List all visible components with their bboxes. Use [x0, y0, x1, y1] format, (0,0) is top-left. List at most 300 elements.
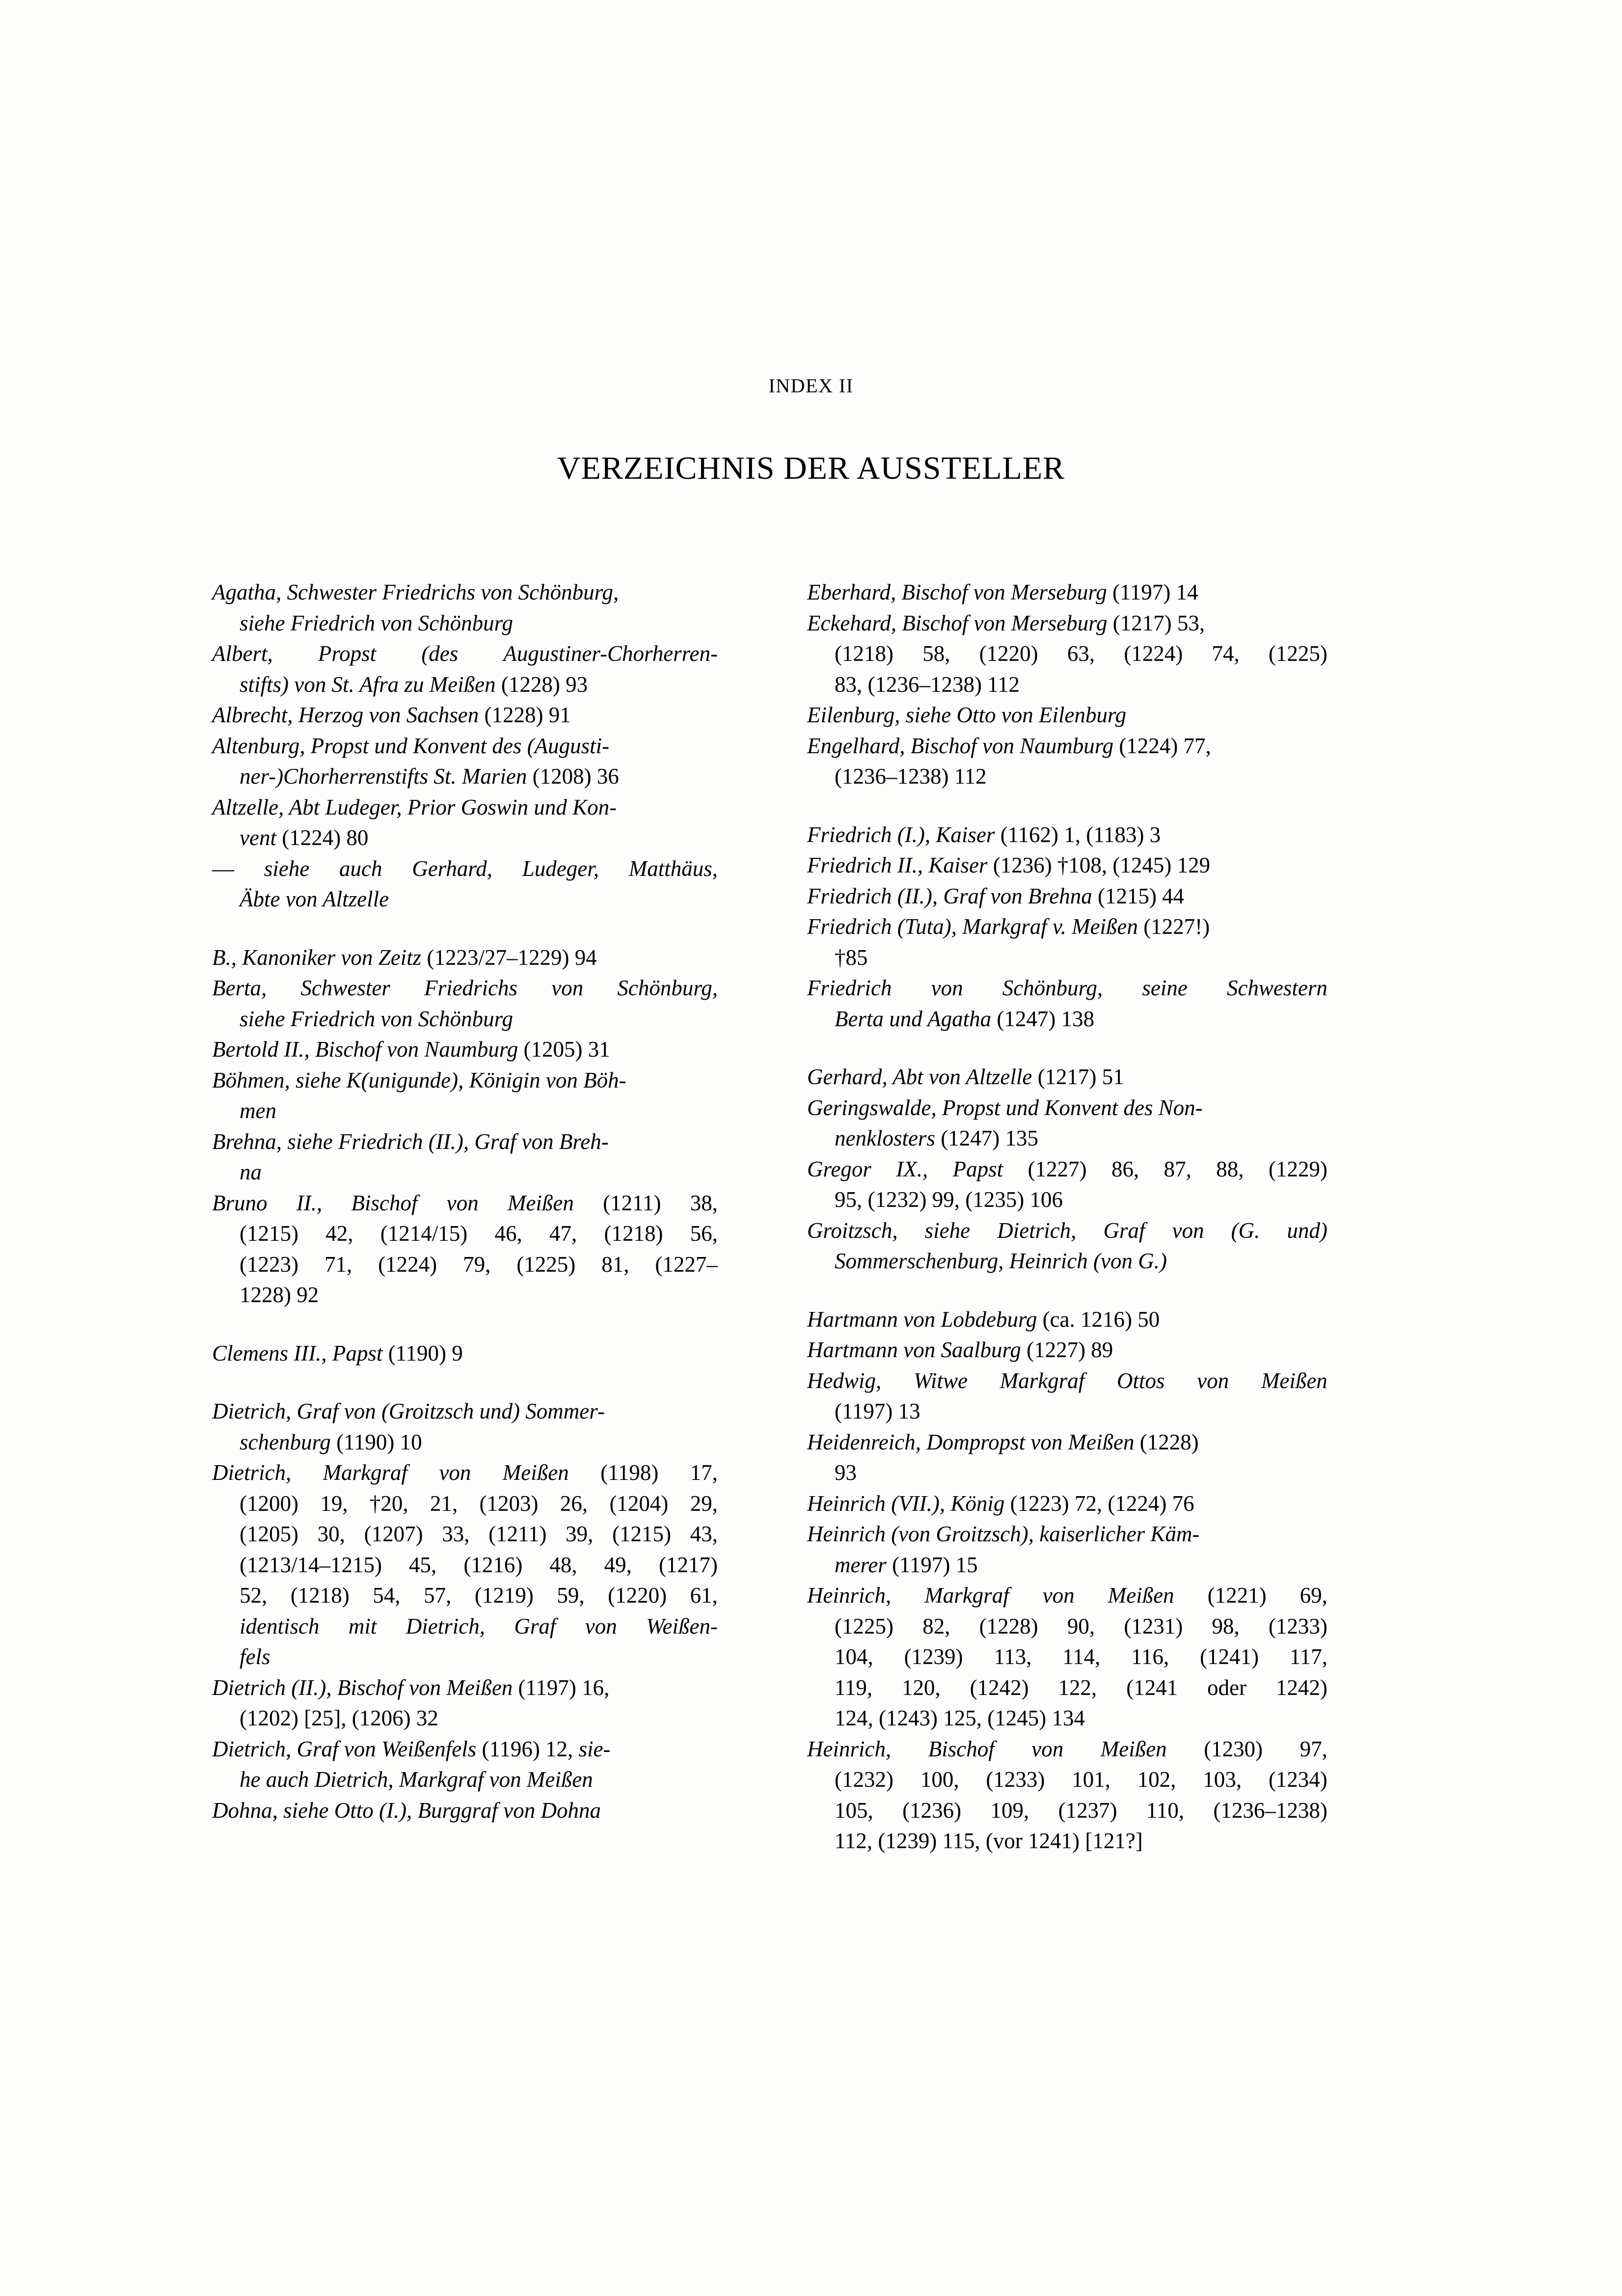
entry-line	[212, 822, 718, 853]
entry-citation: 56,	[690, 1221, 718, 1246]
entry-line	[212, 1004, 718, 1035]
entry-citation: (1229)	[1269, 1156, 1327, 1181]
running-head: INDEX II	[768, 375, 854, 397]
entry-citation: (1196) 12,	[482, 1736, 579, 1761]
entry-text: Matthäus,	[628, 856, 718, 881]
entry-text: Friedrich (Tuta), Markgraf v. Meißen	[807, 914, 1144, 939]
entry-citation: 93	[835, 1460, 857, 1485]
entry-text: Friedrich (I.), Kaiser	[807, 822, 1000, 847]
entry-citation: (1228) 91	[484, 703, 571, 727]
entry-citation: oder	[1207, 1675, 1247, 1700]
entry-citation: (1236–1238) 112	[835, 764, 987, 789]
entry-text: Friedrichs	[424, 976, 518, 1000]
entry-citation: (1162) 1, (1183) 3	[1000, 822, 1161, 847]
entry-line	[807, 1184, 1327, 1215]
entry-group-A	[212, 577, 718, 915]
entry-citation: 109,	[990, 1798, 1029, 1823]
index-entry	[212, 1734, 718, 1795]
entry-text: Dietrich,	[406, 1613, 485, 1639]
entry-text: Schönburg,	[617, 976, 718, 1000]
entry-text: identisch	[240, 1613, 320, 1639]
entry-text: Graf	[1103, 1218, 1145, 1243]
entry-text: Gerhard,	[412, 856, 492, 881]
entry-text: Propst	[318, 641, 377, 666]
entry-line	[807, 1734, 1327, 1765]
entry-citation: (1233)	[986, 1767, 1045, 1792]
entry-text: von	[446, 1190, 479, 1215]
entry-text: Bischof	[351, 1190, 418, 1215]
entry-text: Eilenburg, siehe Otto von Eilenburg	[807, 703, 1127, 727]
entry-citation: 86,	[1111, 1156, 1139, 1181]
entry-citation: †85	[835, 945, 868, 970]
entry-citation: (1213/14–1215)	[240, 1552, 382, 1577]
entry-text: Schwestern	[1227, 976, 1327, 1000]
entry-citation: (1205) 31	[523, 1037, 610, 1062]
entry-citation: 102,	[1137, 1767, 1176, 1792]
entry-line	[807, 1611, 1327, 1642]
entry-line	[807, 1580, 1327, 1611]
index-entry	[212, 1338, 718, 1369]
entry-line	[212, 884, 718, 915]
entry-text: Hedwig,	[807, 1368, 882, 1393]
entry-citation: (1205)	[240, 1522, 298, 1546]
entry-citation: 122,	[1058, 1675, 1097, 1700]
entry-citation: 19,	[320, 1491, 348, 1516]
entry-line	[807, 638, 1327, 669]
entry-citation: (1203)	[479, 1491, 539, 1516]
entry-text: he auch Dietrich, Markgraf von Meißen	[240, 1767, 593, 1792]
entry-text: seine	[1142, 976, 1188, 1000]
entry-line	[807, 1304, 1327, 1335]
entry-citation: (1202) [25], (1206) 32	[240, 1706, 438, 1730]
entry-text: Meißen	[1108, 1583, 1174, 1608]
entry-line	[807, 1550, 1327, 1581]
entry-line	[212, 700, 718, 731]
entry-text: Bischof	[928, 1736, 995, 1761]
entry-line	[212, 731, 718, 762]
entry-text: auch	[339, 856, 382, 881]
entry-citation: (1227–	[655, 1252, 718, 1277]
entry-citation: 114,	[1062, 1644, 1101, 1669]
entry-citation: 71,	[324, 1252, 352, 1277]
entry-text: siehe	[264, 856, 310, 881]
entry-line	[807, 1062, 1327, 1093]
entry-citation: (1227) 89	[1027, 1338, 1113, 1362]
entry-citation: 87,	[1163, 1156, 1191, 1181]
entry-citation: 58,	[922, 641, 950, 666]
entry-citation: 88,	[1216, 1156, 1244, 1181]
entry-text: schenburg	[240, 1429, 337, 1454]
entry-text: Bertold II., Bischof von Naumburg	[212, 1037, 524, 1062]
entry-text: Engelhard, Bischof von Naumburg	[807, 733, 1119, 758]
entry-line	[212, 1338, 718, 1369]
entry-line	[807, 761, 1327, 792]
entry-citation: (1225)	[516, 1252, 576, 1277]
entry-line	[807, 608, 1327, 639]
entry-text: Berta,	[212, 976, 267, 1000]
entry-citation: (1190) 9	[388, 1340, 463, 1366]
entry-text: (G.	[1231, 1218, 1260, 1243]
entry-text: Meißen	[507, 1190, 574, 1215]
entry-line	[807, 1215, 1327, 1246]
entry-citation: (1215)	[240, 1221, 298, 1246]
entry-text: Dietrich,	[997, 1218, 1077, 1243]
entry-citation: 82,	[922, 1613, 950, 1639]
entry-text: Gerhard, Abt von Altzelle	[807, 1065, 1038, 1089]
entry-line	[212, 1249, 718, 1280]
entry-line	[212, 1580, 718, 1611]
entry-line	[807, 850, 1327, 881]
entry-citation: (1197) 14	[1112, 580, 1198, 604]
entry-line	[212, 638, 718, 669]
entry-citation: 100,	[920, 1767, 959, 1792]
entry-citation: (1217)	[658, 1552, 718, 1577]
entry-text: Augustiner-Chorherren-	[503, 641, 718, 666]
entry-line	[212, 1611, 718, 1642]
entry-citation: (1208) 36	[532, 764, 619, 789]
entry-citation: (1204)	[609, 1491, 669, 1516]
index-entry	[212, 700, 718, 731]
entry-text: Sommerschenburg, Heinrich (von G.)	[835, 1249, 1167, 1273]
entry-text: nenklosters	[835, 1126, 941, 1150]
entry-line	[807, 1004, 1327, 1035]
entry-text: Bruno	[212, 1190, 268, 1215]
entry-citation: (1219)	[474, 1583, 534, 1608]
entry-line	[807, 1427, 1327, 1458]
entry-citation: 54,	[373, 1583, 401, 1608]
index-entry	[212, 942, 718, 973]
entry-citation: (1227!)	[1143, 914, 1210, 939]
entry-citation: (1214/15)	[380, 1221, 468, 1246]
entry-line	[807, 820, 1327, 850]
entry-citation: 79,	[463, 1252, 491, 1277]
entry-line	[212, 1034, 718, 1065]
entry-citation: 113,	[994, 1644, 1032, 1669]
entry-text: Gregor	[807, 1156, 871, 1181]
index-entry	[212, 638, 718, 700]
entry-line	[212, 1427, 718, 1458]
entry-citation: (1198)	[600, 1460, 659, 1485]
entry-line	[212, 669, 718, 700]
index-entry	[807, 1734, 1327, 1857]
entry-text: mit	[348, 1613, 377, 1639]
entry-text: Papst	[952, 1156, 1003, 1181]
entry-text: siehe	[924, 1218, 971, 1243]
entry-line	[807, 1246, 1327, 1277]
entry-citation: 52,	[240, 1583, 268, 1608]
entry-line	[807, 1154, 1327, 1185]
entry-line	[807, 1519, 1327, 1550]
entry-citation: 104,	[835, 1644, 873, 1669]
entry-text: Eckehard, Bischof von Merseburg	[807, 610, 1113, 635]
entry-citation: 17,	[690, 1460, 718, 1485]
entry-group-C	[212, 1338, 718, 1369]
entry-text: Dohna, siehe Otto (I.), Burggraf von Dohna	[212, 1798, 601, 1823]
entry-text: und)	[1287, 1218, 1327, 1243]
entry-text: Altenburg, Propst und Konvent des (Augusti-	[212, 733, 610, 758]
entry-text: Äbte von Altzelle	[240, 887, 389, 911]
entry-line	[807, 881, 1327, 912]
entry-citation: †20,	[369, 1491, 408, 1516]
entry-citation: (1241)	[1200, 1644, 1259, 1669]
entry-citation: 101,	[1072, 1767, 1110, 1792]
index-entry	[807, 1215, 1327, 1277]
entry-line	[212, 608, 718, 639]
entry-line	[807, 731, 1327, 762]
entry-citation: 95, (1232) 99, (1235) 106	[835, 1187, 1063, 1212]
entry-citation: 48,	[549, 1552, 577, 1577]
entry-text: Friedrich (II.), Graf von Brehna	[807, 883, 1098, 908]
entry-line	[807, 1764, 1327, 1795]
entry-citation: (1218)	[835, 641, 893, 666]
entry-text: na	[240, 1160, 262, 1184]
entry-citation: (1217) 51	[1037, 1065, 1124, 1089]
index-entry	[212, 1126, 718, 1188]
index-entry	[807, 1366, 1327, 1427]
entry-citation: (1236) †108, (1245) 129	[993, 853, 1211, 877]
left-column	[212, 577, 718, 1952]
entry-text: Schwester	[300, 976, 390, 1000]
entry-citation: 30,	[317, 1522, 345, 1546]
entry-group-D	[212, 1396, 718, 1826]
index-entry	[212, 1188, 718, 1311]
entry-line	[212, 1065, 718, 1096]
entry-text: fels	[240, 1644, 270, 1669]
entry-line	[807, 973, 1327, 1004]
index-entry	[807, 1519, 1327, 1580]
entry-citation: 47,	[549, 1221, 577, 1246]
entry-text: Dietrich, Graf von Weißenfels	[212, 1736, 482, 1761]
entry-citation: (1230)	[1204, 1736, 1263, 1761]
entry-citation: (1223/27–1229) 94	[427, 945, 597, 970]
entry-citation: (1224) 80	[282, 825, 369, 850]
index-entry	[212, 1396, 718, 1457]
index-entry	[807, 1154, 1327, 1215]
index-entry	[807, 731, 1327, 792]
entry-text: B., Kanoniker von Zeitz	[212, 945, 427, 970]
entry-text: Witwe	[914, 1368, 968, 1393]
entry-line	[212, 1488, 718, 1519]
entry-citation: 61,	[690, 1583, 718, 1608]
index-entry	[807, 1488, 1327, 1519]
entry-citation: (1217) 53,	[1112, 610, 1205, 635]
entry-line	[807, 1641, 1327, 1672]
index-entry	[807, 1304, 1327, 1335]
entry-text: Markgraf	[924, 1583, 1009, 1608]
entry-text: (des	[421, 641, 459, 666]
entry-text: siehe Friedrich von Schönburg	[240, 610, 513, 635]
index-entry	[212, 792, 718, 853]
entry-text: Albrecht, Herzog von Sachsen	[212, 703, 485, 727]
entry-citation: (1234)	[1268, 1767, 1327, 1792]
entry-text: von	[1197, 1368, 1229, 1393]
entry-line	[212, 761, 718, 792]
entry-citation: (1211)	[488, 1522, 547, 1546]
entry-citation: 116,	[1131, 1644, 1169, 1669]
entry-citation: (1228)	[1139, 1429, 1199, 1454]
entry-citation: 98,	[1212, 1613, 1240, 1639]
entry-line	[807, 1123, 1327, 1154]
entry-citation: 26,	[560, 1491, 588, 1516]
entry-citation: 33,	[442, 1522, 470, 1546]
entry-line	[212, 1641, 718, 1672]
entry-text: Meißen	[502, 1460, 569, 1485]
index-entry	[807, 881, 1327, 912]
entry-text: von	[439, 1460, 471, 1485]
index-entry	[212, 853, 718, 915]
entry-citation: (1225)	[835, 1613, 893, 1639]
entry-text: Dietrich, Graf von (Groitzsch und) Sommer-	[212, 1399, 605, 1423]
entry-line	[807, 1093, 1327, 1123]
entry-text: Hartmann von Saalburg	[807, 1338, 1027, 1362]
entry-text: Graf	[514, 1613, 556, 1639]
entry-citation: (1197) 16,	[518, 1675, 610, 1700]
entry-line	[807, 1703, 1327, 1734]
right-column	[807, 577, 1327, 1952]
entry-citation: (1239)	[904, 1644, 963, 1669]
entry-text: men	[240, 1098, 276, 1123]
entry-text: Markgraf	[1000, 1368, 1085, 1393]
index-entry	[212, 577, 718, 638]
entry-text: II.,	[296, 1190, 323, 1215]
entry-citation: (1215)	[612, 1522, 672, 1546]
entry-line	[212, 1095, 718, 1126]
entry-text: Heinrich (von Groitzsch), kaiserlicher Käm-	[807, 1522, 1200, 1546]
entry-citation: (1224)	[378, 1252, 437, 1277]
entry-citation: 124, (1243) 125, (1245) 134	[835, 1706, 1085, 1730]
entry-line	[807, 942, 1327, 973]
entry-text: von	[551, 976, 584, 1000]
entry-text: von	[1172, 1218, 1204, 1243]
entry-text: vent	[240, 825, 282, 850]
index-entry	[212, 1065, 718, 1126]
entry-citation: 38,	[690, 1190, 718, 1215]
index-entry	[807, 1580, 1327, 1734]
entry-line	[807, 1335, 1327, 1366]
entry-text: Albert,	[212, 641, 273, 666]
entry-citation: (1228) 93	[501, 672, 588, 697]
entry-text: Hartmann von Lobdeburg	[807, 1307, 1043, 1332]
entry-citation: 1228) 92	[240, 1283, 319, 1307]
entry-text: von	[1031, 1736, 1064, 1761]
entry-line	[212, 792, 718, 823]
entry-text: Altzelle, Abt Ludeger, Prior Goswin und Kon-	[212, 794, 617, 820]
entry-citation: (1247) 135	[941, 1126, 1038, 1150]
entry-line	[212, 1157, 718, 1188]
entry-text: Clemens III., Papst	[212, 1340, 388, 1366]
entry-text: Heinrich,	[807, 1583, 892, 1608]
entry-citation: (1190) 10	[336, 1429, 422, 1454]
index-entry	[212, 731, 718, 792]
entry-citation: 1242)	[1275, 1675, 1327, 1700]
entry-citation: (1200)	[240, 1491, 298, 1516]
entry-text: von	[585, 1613, 617, 1639]
entry-citation: (1236)	[902, 1798, 962, 1823]
entry-citation: 21,	[430, 1491, 458, 1516]
entry-citation: 39,	[566, 1522, 594, 1546]
entry-citation: (1197) 15	[892, 1552, 978, 1577]
index-entry	[807, 700, 1327, 731]
index-entry	[807, 577, 1327, 608]
entry-citation: (1223) 72, (1224) 76	[1010, 1491, 1194, 1516]
entry-line	[212, 1764, 718, 1795]
entry-text: Agatha, Schwester Friedrichs von Schönburg,	[212, 580, 619, 604]
entry-citation: 112, (1239) 115, (vor 1241) [121?]	[835, 1829, 1143, 1853]
entry-text: siehe Friedrich von Schönburg	[240, 1006, 513, 1031]
entry-citation: (1241	[1126, 1675, 1178, 1700]
entry-line	[807, 1488, 1327, 1519]
entry-citation: (1223)	[240, 1252, 298, 1277]
entry-text: Eberhard, Bischof von Merseburg	[807, 580, 1113, 604]
entry-citation: (1220)	[979, 641, 1038, 666]
entry-citation: 117,	[1289, 1644, 1327, 1669]
entry-citation: (1242)	[970, 1675, 1029, 1700]
entry-text: von	[1042, 1583, 1075, 1608]
entry-citation: 46,	[494, 1221, 522, 1246]
entry-text: Groitzsch,	[807, 1218, 898, 1243]
entry-citation: 120,	[902, 1675, 941, 1700]
entry-citation: (1218)	[604, 1221, 663, 1246]
entry-text: Meißen	[1100, 1736, 1167, 1761]
entry-text: Schönburg,	[1002, 976, 1103, 1000]
entry-citation: 29,	[690, 1491, 718, 1516]
index-entry	[807, 850, 1327, 881]
entry-citation: (1227)	[1027, 1156, 1087, 1181]
entry-citation: 42,	[325, 1221, 353, 1246]
index-entry	[807, 608, 1327, 700]
entry-citation: 69,	[1299, 1583, 1327, 1608]
index-entry	[212, 1672, 718, 1734]
index-entry	[212, 1795, 718, 1826]
entry-citation: 45,	[409, 1552, 437, 1577]
entry-group-H	[807, 1304, 1327, 1857]
entry-group-B	[212, 942, 718, 1311]
entry-group-G	[807, 1062, 1327, 1277]
entry-citation: —	[212, 856, 234, 881]
entry-line	[212, 853, 718, 884]
entry-citation: 90,	[1067, 1613, 1095, 1639]
entry-line	[212, 1734, 718, 1765]
entry-line	[212, 1795, 718, 1826]
entry-text: merer	[835, 1552, 892, 1577]
entry-text: Weißen-	[646, 1613, 718, 1639]
index-entry	[807, 820, 1327, 850]
entry-text: Geringswalde, Propst und Konvent des Non-	[807, 1095, 1203, 1120]
entry-line	[212, 1519, 718, 1550]
entry-text: Ludeger,	[522, 856, 599, 881]
page-title: VERZEICHNIS DER AUSSTELLER	[557, 450, 1065, 487]
entry-citation: 103,	[1203, 1767, 1242, 1792]
entry-citation: 105,	[835, 1798, 873, 1823]
entry-group-E	[807, 577, 1327, 792]
entry-citation: 49,	[604, 1552, 632, 1577]
entry-line	[807, 1396, 1327, 1427]
entry-line	[212, 1218, 718, 1249]
entry-citation: 119,	[835, 1675, 873, 1700]
entry-text: Friedrich	[807, 976, 892, 1000]
entry-line	[212, 577, 718, 608]
index-entry	[212, 973, 718, 1034]
entry-text: Friedrich II., Kaiser	[807, 853, 993, 877]
entry-line	[212, 1703, 718, 1734]
entry-citation: (ca. 1216) 50	[1042, 1307, 1160, 1332]
entry-text: ner-)Chorherrenstifts St. Marien	[240, 764, 533, 789]
entry-text: Böhmen, siehe K(unigunde), Königin von Böh-	[212, 1067, 626, 1093]
entry-line	[212, 1396, 718, 1427]
entry-group-F	[807, 820, 1327, 1035]
entry-citation: 97,	[1299, 1736, 1327, 1761]
entry-text: Ottos	[1117, 1368, 1165, 1393]
